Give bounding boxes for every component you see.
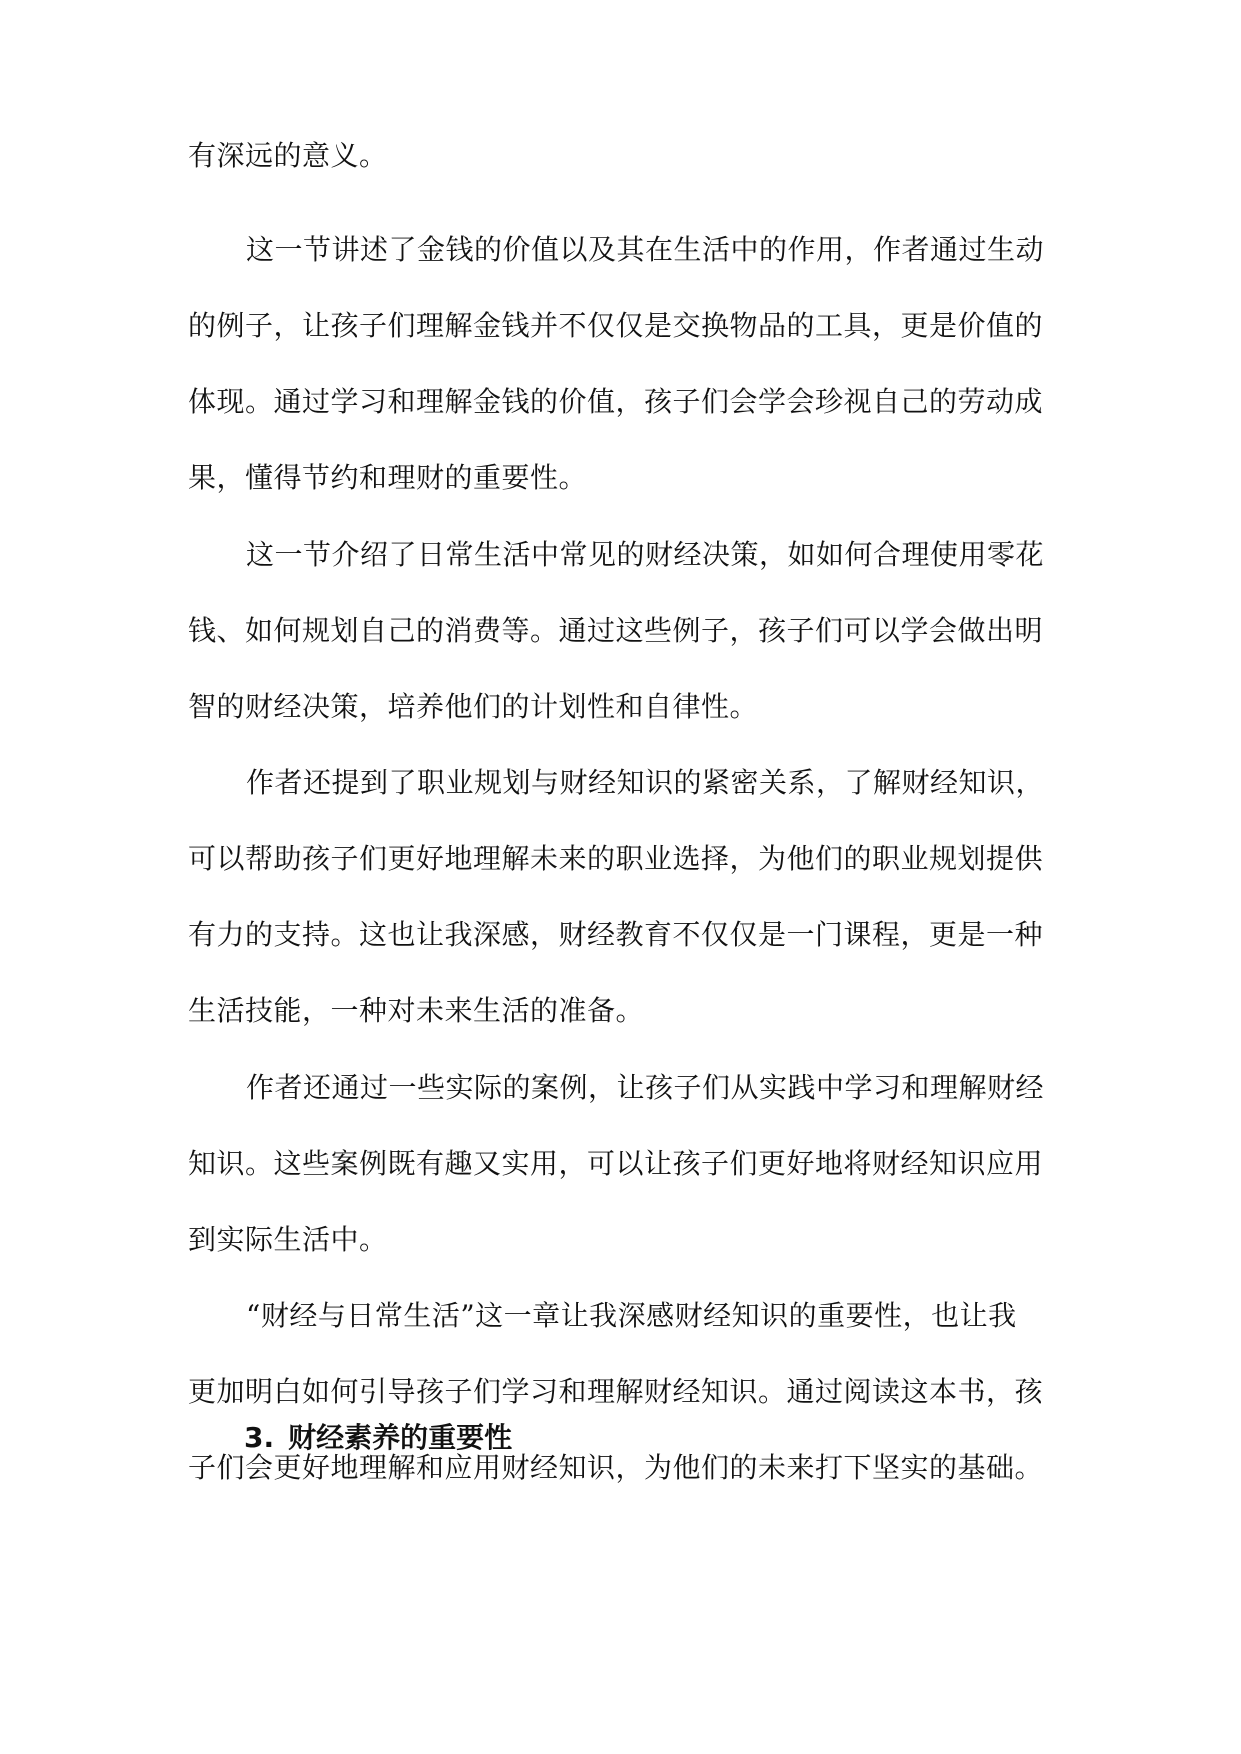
text-line: 作者还提到了职业规划与财经知识的紧密关系，了解财经知识， [246,766,1045,799]
text-line: 的例子，让孩子们理解金钱并不仅仅是交换物品的工具，更是价值的 [188,309,1044,342]
paragraph-career-planning [188,745,1058,1049]
section-number: 3. [244,1421,275,1454]
paragraph-financial-decisions [188,517,1058,745]
text-line: 可以帮助孩子们更好地理解未来的职业选择，为他们的职业规划提供 [188,842,1044,875]
text-line: 智的财经决策，培养他们的计划性和自律性。 [188,690,759,723]
text-line: 这一节讲述了金钱的价值以及其在生活中的作用，作者通过生动 [246,233,1045,266]
paragraph-money-value [188,212,1058,516]
text-line: 有力的支持。这也让我深感，财经教育不仅仅是一门课程，更是一种 [188,918,1044,951]
text-line: 生活技能，一种对未来生活的准备。 [188,994,645,1027]
text-line: 这一节介绍了日常生活中常见的财经决策，如如何合理使用零花 [246,538,1045,571]
paragraph-practical-cases [188,1050,1058,1278]
text-line: 果，懂得节约和理财的重要性。 [188,461,588,494]
text-line: 到实际生活中。 [188,1223,388,1256]
text-line: 子们会更好地理解和应用财经知识，为他们的未来打下坚实的基础。 [188,1451,1044,1484]
continuation-text [188,118,1058,194]
section-title: 财经素养的重要性 [288,1421,513,1454]
text-line: 体现。通过学习和理解金钱的价值，孩子们会学会珍视自己的劳动成 [188,385,1044,418]
text-line: 更加明白如何引导孩子们学习和理解财经知识。通过阅读这本书，孩 [188,1375,1044,1408]
text-line: 钱、如何规划自己的消费等。通过这些例子，孩子们可以学会做出明 [188,614,1044,647]
text-line: “财经与日常生活”这一章让我深感财经知识的重要性，也让我 [246,1299,1017,1332]
text-line: 知识。这些案例既有趣又实用，可以让孩子们更好地将财经知识应用 [188,1147,1044,1180]
text-line: 有深远的意义。 [188,139,388,172]
section-heading [244,1400,512,1476]
text-line: 作者还通过一些实际的案例，让孩子们从实践中学习和理解财经 [246,1071,1045,1104]
